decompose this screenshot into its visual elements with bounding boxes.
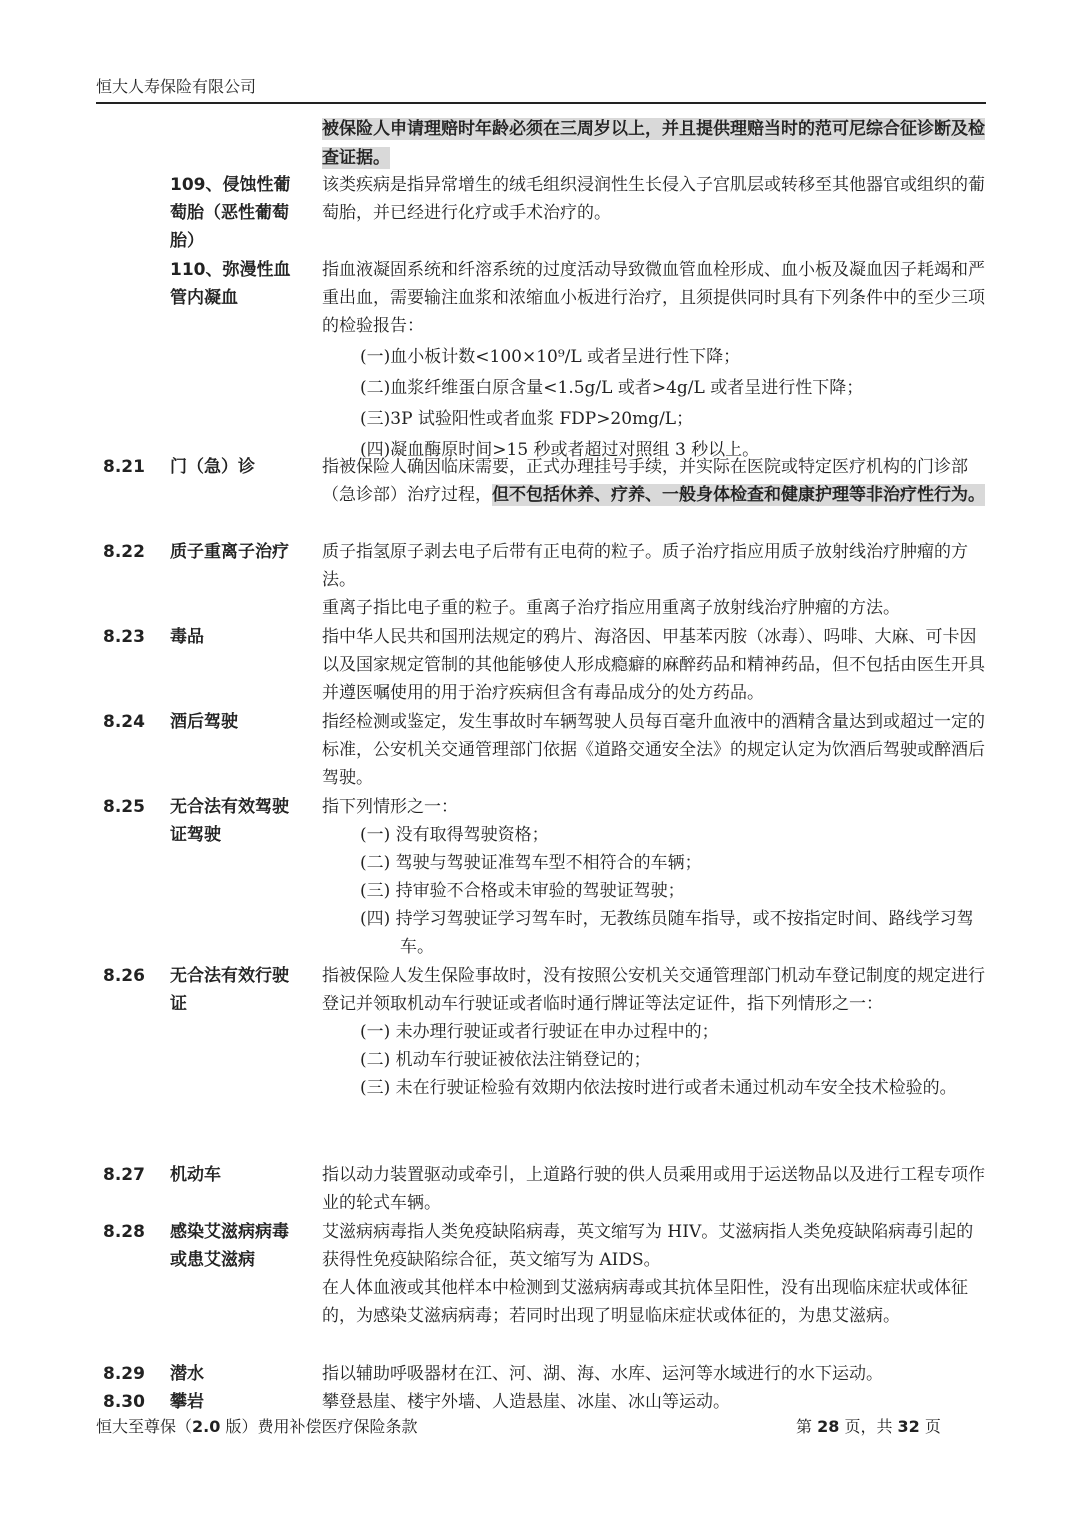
section-term: 酒后驾驶 [170, 712, 238, 732]
section-number: 8.28 [103, 1222, 145, 1242]
section-desc: 艾滋病病毒指人类免疫缺陷病毒，英文缩写为 HIV。艾滋病指人类免疫缺陷病毒引起的获得性免疫缺陷综合征，英文缩写为 AIDS。 [322, 1222, 974, 1270]
list-item: (一) 没有取得驾驶资格； [360, 825, 549, 845]
section-term: 毒品 [170, 627, 204, 647]
page-header [96, 76, 986, 104]
list-item: (四) 持学习驾驶证学习驾车时，无教练员随车指导，或不按指定时间、路线学习驾车。 [360, 909, 974, 957]
list-item: (三)3P 试验阳性或者血浆 FDP>20mg/L； [360, 409, 694, 429]
term-109: 109、侵蚀性葡萄胎（恶性葡萄胎） [170, 175, 291, 251]
desc-109: 该类疾病是指异常增生的绒毛组织浸润性生长侵入子宫肌层或转移至其他器官或组织的葡萄胎，并已经进行化疗或手术治疗的。 [322, 175, 985, 223]
section-number: 8.23 [103, 627, 145, 647]
section-desc: 指被保险人确因临床需要，正式办理挂号手续，并实际在医院或特定医疗机构的门诊部（急诊部）治疗过程， [322, 457, 968, 505]
section-number: 8.29 [103, 1364, 145, 1384]
section-term: 无合法有效行驶证 [170, 966, 289, 1014]
desc-110: 指血液凝固系统和纤溶系统的过度活动导致微血管血栓形成、血小板及凝血因子耗竭和严重出血，需要输注血浆和浓缩血小板进行治疗，且须提供同时具有下列条件中的至少三项的检验报告： [322, 260, 985, 336]
section-desc: 重离子指比电子重的粒子。重离子治疗指应用重离子放射线治疗肿瘤的方法。 [322, 598, 900, 618]
list-item: (三) 未在行驶证检验有效期内依法按时进行或者未通过机动车安全技术检验的。 [360, 1078, 957, 1098]
section-number: 8.22 [103, 542, 145, 562]
intro-highlight: 被保险人申请理赔时年龄必须在三周岁以上，并且提供理赔当时的范可尼综合征诊断及检查证据。 [322, 119, 985, 168]
list-item: (二)血浆纤维蛋白原含量<1.5g/L 或者>4g/L 或者呈进行性下降； [360, 378, 864, 398]
section-number: 8.27 [103, 1165, 145, 1185]
section-number: 8.30 [103, 1392, 145, 1412]
list-item: (二) 机动车行驶证被依法注销登记的； [360, 1050, 651, 1070]
section-term: 门（急）诊 [170, 457, 255, 477]
section-desc: 指中华人民共和国刑法规定的鸦片、海洛因、甲基苯丙胺（冰毒）、吗啡、大麻、可卡因以及国家规定管制的其他能够使人形成瘾癖的麻醉药品和精神药品，但不包括由医生开具并遵医嘱使用的用于治疗疾病但含有毒品成分的处方药品。 [322, 627, 985, 703]
document-title: 恒大至尊保（2.0 版）费用补偿医疗保险条款 [96, 1417, 418, 1436]
section-desc: 在人体血液或其他样本中检测到艾滋病病毒或其抗体呈阳性，没有出现临床症状或体征的，为感染艾滋病病毒；若同时出现了明显临床症状或体征的，为患艾滋病。 [322, 1278, 968, 1326]
section-desc: 指下列情形之一： [322, 797, 458, 817]
section-desc: 攀登悬崖、楼宇外墙、人造悬崖、冰崖、冰山等运动。 [322, 1392, 730, 1412]
list-item: (一)血小板计数<100×10⁹/L 或者呈进行性下降； [360, 347, 741, 367]
section-term: 感染艾滋病病毒或患艾滋病 [170, 1222, 289, 1270]
section-term: 无合法有效驾驶证驾驶 [170, 797, 289, 845]
section-term: 质子重离子治疗 [170, 542, 289, 562]
section-term: 机动车 [170, 1165, 221, 1185]
section-desc: 指以辅助呼吸器材在江、河、湖、海、水库、运河等水域进行的水下运动。 [322, 1364, 883, 1384]
company-name: 恒大人寿保险有限公司 [96, 77, 257, 96]
highlight-exclusion: 但不包括休养、疗养、一般身体检查和健康护理等非治疗性行为。 [492, 485, 985, 505]
section-number: 8.21 [103, 457, 145, 477]
page-footer [96, 1416, 986, 1440]
list-item: (四)凝血酶原时间>15 秒或者超过对照组 3 秒以上。 [360, 440, 760, 460]
section-number: 8.25 [103, 797, 145, 817]
list-item: (二) 驾驶与驾驶证准驾车型不相符合的车辆； [360, 853, 702, 873]
list-item: (三) 持审验不合格或未审验的驾驶证驾驶； [360, 881, 685, 901]
page-number: 第 28 页，共 32 页 [796, 1417, 941, 1436]
section-number: 8.26 [103, 966, 145, 986]
section-term: 潜水 [170, 1364, 204, 1384]
term-110: 110、弥漫性血管内凝血 [170, 260, 291, 308]
section-desc: 指被保险人发生保险事故时，没有按照公安机关交通管理部门机动车登记制度的规定进行登记并领取机动车行驶证或者临时通行牌证等法定证件，指下列情形之一： [322, 966, 985, 1014]
section-number: 8.24 [103, 712, 145, 732]
section-term: 攀岩 [170, 1392, 204, 1412]
section-desc: 质子指氢原子剥去电子后带有正电荷的粒子。质子治疗指应用质子放射线治疗肿瘤的方法。 [322, 542, 968, 590]
section-desc: 指以动力装置驱动或牵引，上道路行驶的供人员乘用或用于运送物品以及进行工程专项作业的轮式车辆。 [322, 1165, 985, 1213]
section-desc: 指经检测或鉴定，发生事故时车辆驾驶人员每百毫升血液中的酒精含量达到或超过一定的标准，公安机关交通管理部门依据《道路交通安全法》的规定认定为饮酒后驾驶或醉酒后驾驶。 [322, 712, 985, 788]
list-item: (一) 未办理行驶证或者行驶证在申办过程中的； [360, 1022, 719, 1042]
